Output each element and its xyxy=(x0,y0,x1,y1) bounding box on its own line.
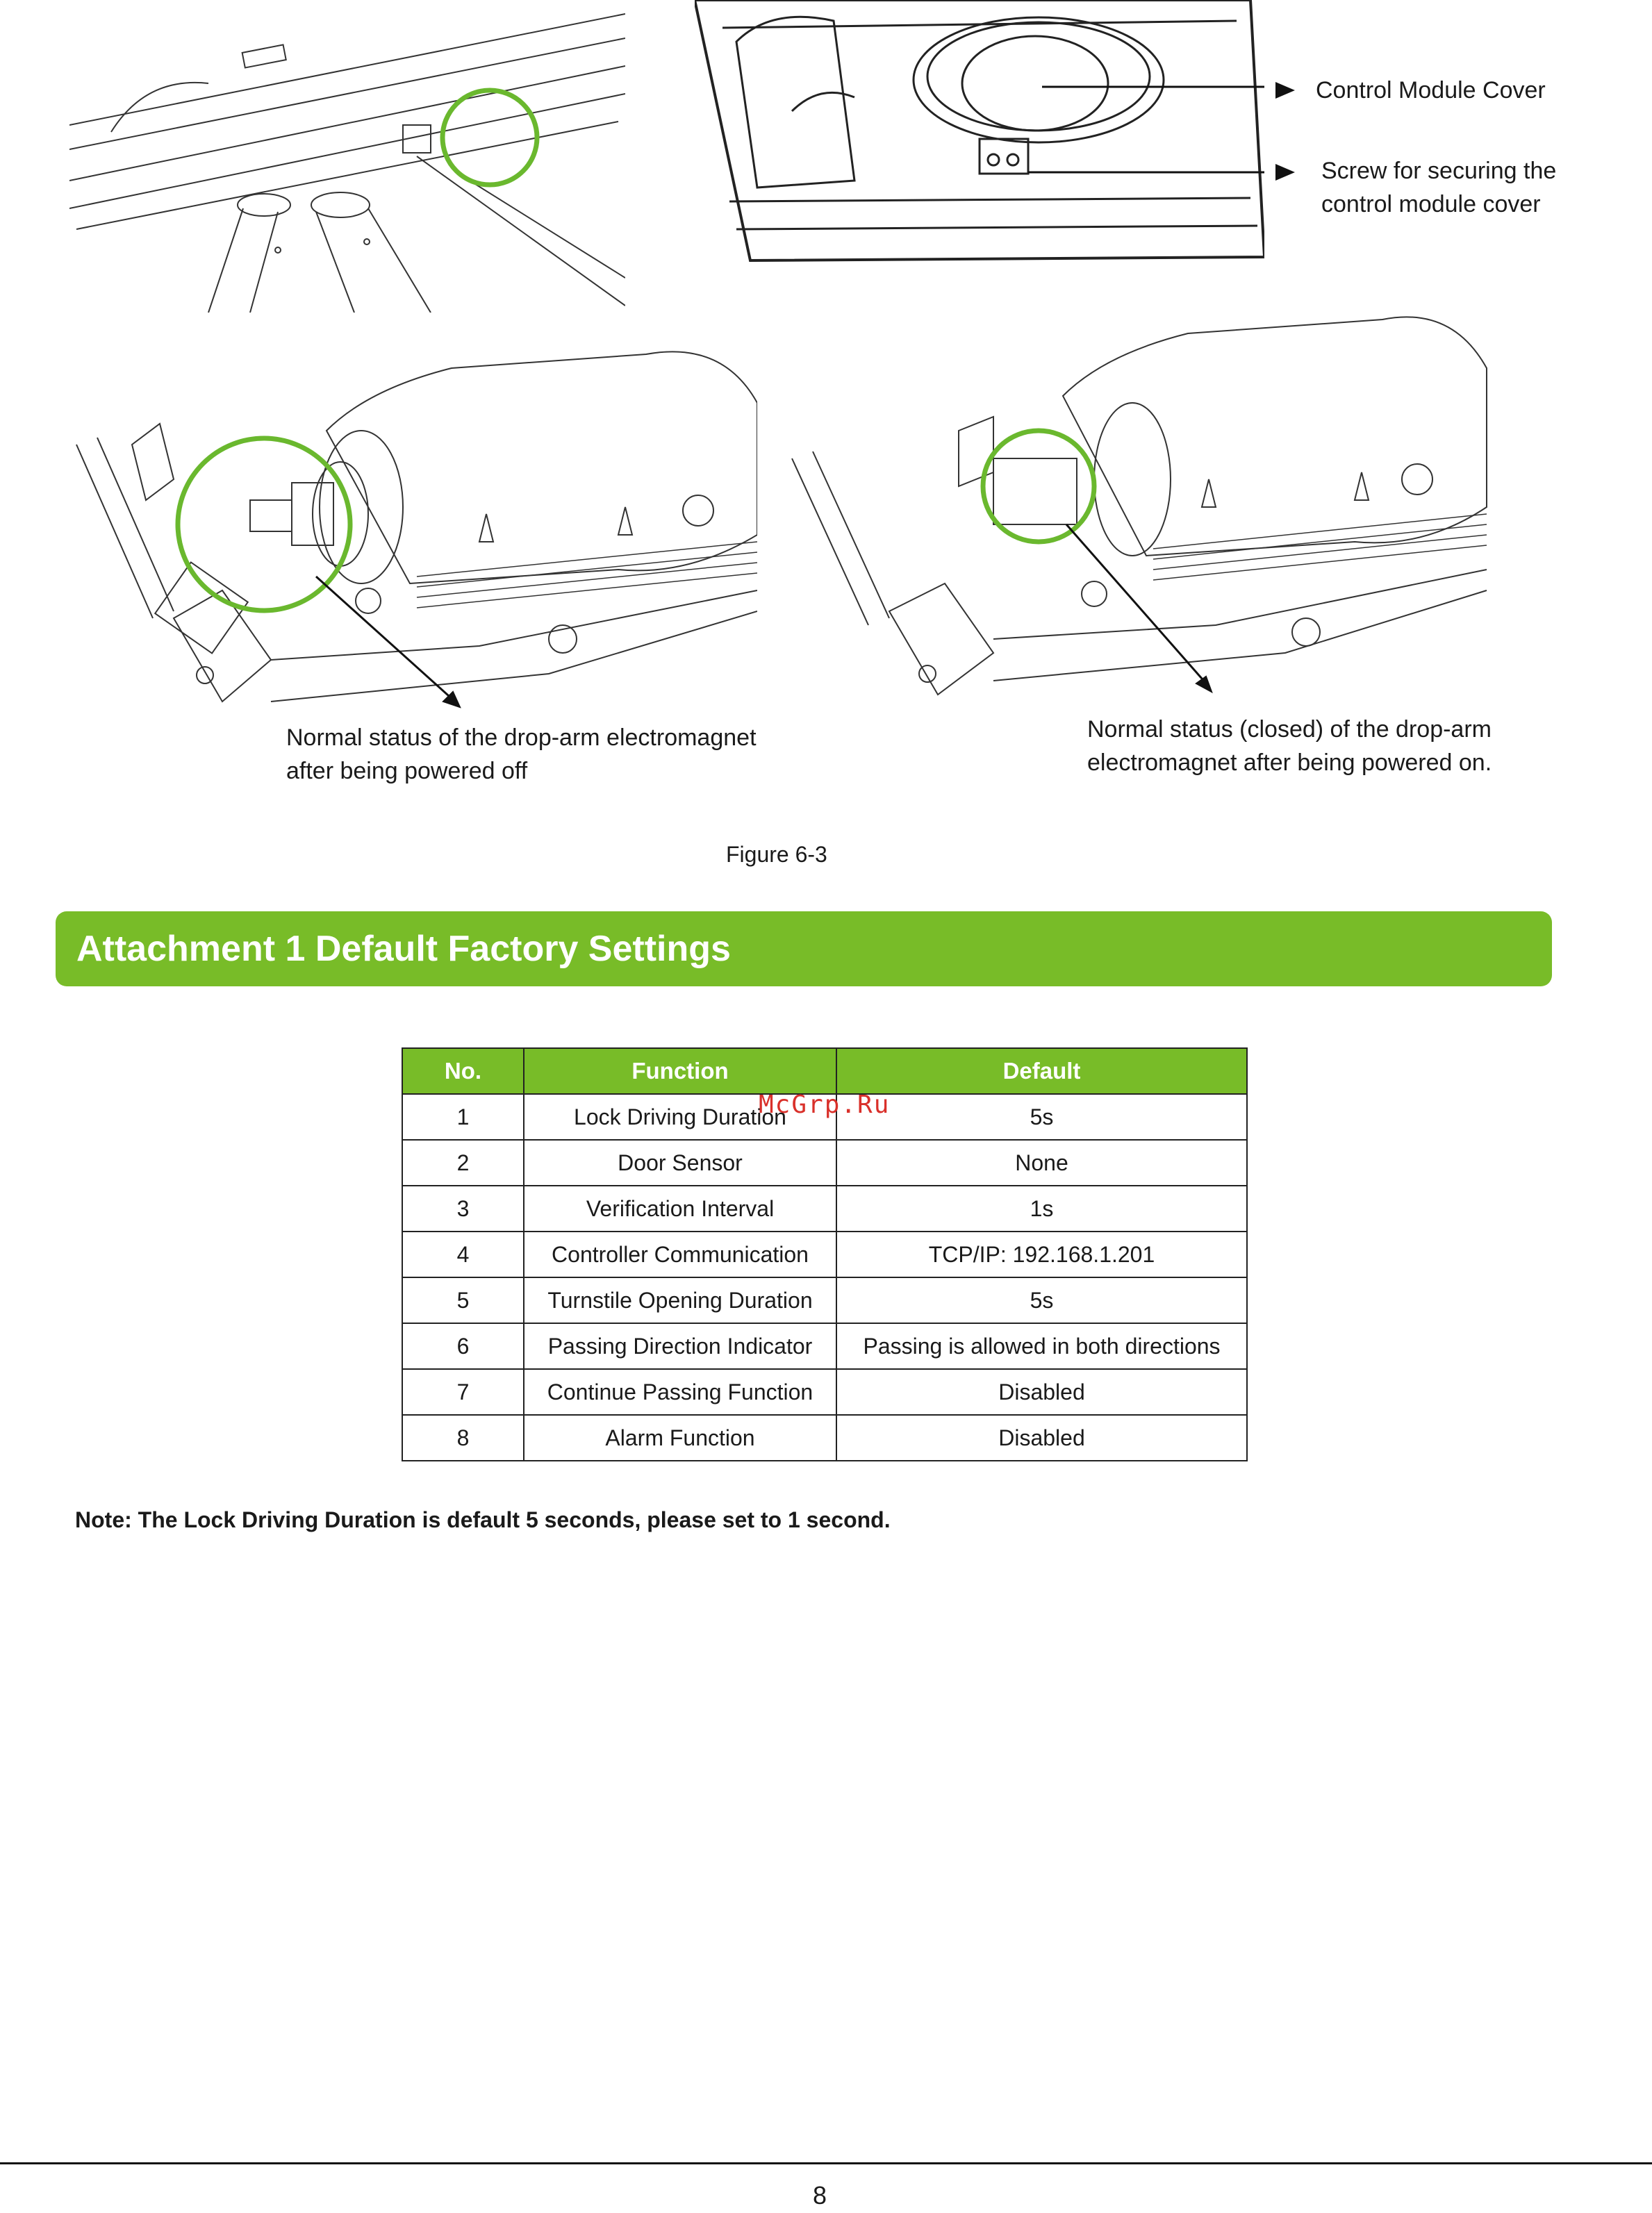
header-default: Default xyxy=(836,1048,1247,1094)
cell-default: 5s xyxy=(836,1094,1247,1140)
table-row xyxy=(402,1369,1247,1415)
cell-function: Controller Communication xyxy=(524,1232,836,1277)
cell-no: 3 xyxy=(402,1186,524,1232)
table-row xyxy=(402,1415,1247,1461)
cell-no: 8 xyxy=(402,1415,524,1461)
cell-default: TCP/IP: 192.168.1.201 xyxy=(836,1232,1247,1277)
callout-powered-on-line2: electromagnet after being powered on. xyxy=(1087,749,1492,776)
table-row xyxy=(402,1186,1247,1232)
cell-function: Turnstile Opening Duration xyxy=(524,1277,836,1323)
callout-screw-line1: Screw for securing the xyxy=(1321,158,1557,184)
cell-no: 2 xyxy=(402,1140,524,1186)
table-row xyxy=(402,1232,1247,1277)
callout-powered-on-line1: Normal status (closed) of the drop-arm xyxy=(1087,716,1492,743)
page-number: 8 xyxy=(813,2181,827,2210)
note-text: Note: The Lock Driving Duration is default 5 seconds, please set to 1 second. xyxy=(75,1507,891,1532)
cell-default: 5s xyxy=(836,1277,1247,1323)
arrow-head-control-module-cover xyxy=(1275,82,1295,102)
cell-function: Verification Interval xyxy=(524,1186,836,1232)
callout-control-module-cover: Control Module Cover xyxy=(1316,77,1546,103)
table-header-row xyxy=(402,1048,1247,1094)
watermark-text: McGrp.Ru xyxy=(759,1091,891,1119)
arrow-head-screw xyxy=(1275,164,1295,184)
cell-function: Passing Direction Indicator xyxy=(524,1323,836,1369)
cell-no: 6 xyxy=(402,1323,524,1369)
table-row xyxy=(402,1323,1247,1369)
cell-default: Disabled xyxy=(836,1369,1247,1415)
cell-no: 1 xyxy=(402,1094,524,1140)
cell-function: Alarm Function xyxy=(524,1415,836,1461)
cell-default: Disabled xyxy=(836,1415,1247,1461)
figure-6-1-drawing xyxy=(69,0,625,313)
cell-no: 4 xyxy=(402,1232,524,1277)
callout-powered-off-line2: after being powered off xyxy=(286,758,528,784)
figure-6-3-left-drawing xyxy=(63,313,757,757)
table-row xyxy=(402,1140,1247,1186)
footer-divider xyxy=(0,2162,1652,2164)
section-title-banner: Attachment 1 Default Factory Settings xyxy=(56,911,1552,986)
figure-6-3-right-drawing xyxy=(785,278,1521,764)
callout-powered-off-line1: Normal status of the drop-arm electromagnet xyxy=(286,724,757,751)
header-no: No. xyxy=(402,1048,524,1094)
cell-function: Door Sensor xyxy=(524,1140,836,1186)
cell-function: Continue Passing Function xyxy=(524,1369,836,1415)
figure-6-3-caption: Figure 6-3 xyxy=(726,842,827,867)
cell-default: Passing is allowed in both directions xyxy=(836,1323,1247,1369)
cell-no: 7 xyxy=(402,1369,524,1415)
figure-6-2-drawing xyxy=(695,0,1264,264)
cell-default: 1s xyxy=(836,1186,1247,1232)
callout-screw-line2: control module cover xyxy=(1321,191,1541,217)
cell-no: 5 xyxy=(402,1277,524,1323)
header-function: Function xyxy=(524,1048,836,1094)
cell-function: Lock Driving Duration xyxy=(524,1094,836,1140)
cell-default: None xyxy=(836,1140,1247,1186)
table-row xyxy=(402,1277,1247,1323)
